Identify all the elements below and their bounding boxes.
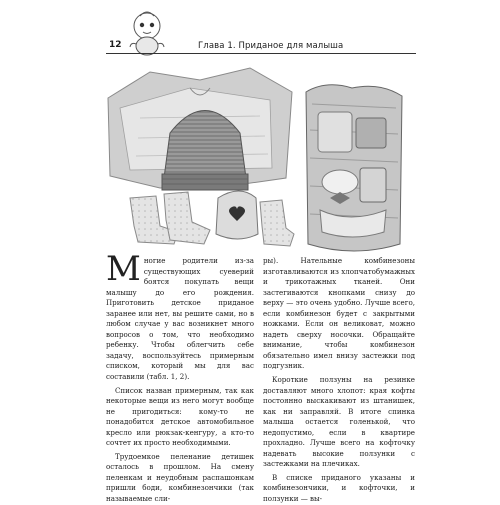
baby-clothes-photo-icon bbox=[100, 58, 296, 248]
drop-cap: М bbox=[106, 249, 141, 289]
page-number: 12 bbox=[109, 40, 122, 50]
paragraph: ры). Нательные комбинезоны изготавливаются из хлопчатобумажных и трикотажных тканей. Они застегиваются кнопками снизу до верху — это очень удобно. Лучше всего, если комбинезон будет с закрытыми ножками. Если он великоват, можно надеть сверху носочки. Обращайте внимание, чтобы комбинезон обязательно имел внизу застежки под подгузник. bbox=[263, 256, 415, 371]
paragraph: Список назван примерным, так как некоторые вещи из него могут вообще не пригодиться: кому-то не понадобится детское автомобильное кресло или рюкзак-кенгуру, а кто-то сочтет их просто необходимыми. bbox=[106, 385, 254, 448]
packed-diapers-photo-icon bbox=[300, 82, 406, 254]
paragraph-text: ногие родители из-за существующих суеверий боятся покупать вещи малышу до его рождения. Приготовить детское приданое заранее или нет, вы решите сами, но в любом случае у вас возникнет много вопросов о том, что необходимо ребенку. Чтобы облегчить себе задачу, воспользуйтесь примерным списком, который мы для вас составили (табл. 1, 2). bbox=[106, 256, 254, 382]
paragraph: Короткие ползуны на резинке доставляют много хлопот: края кофты постоянно выскакивают из штанишек, как ни заправляй. В итоге спинка малыша остается голенькой, что недопустимо, если в квартире прохладно. Лучше всего на кофточку надевать высокие ползунки с застежками на плечиках. bbox=[263, 375, 415, 469]
paragraph bbox=[106, 249, 254, 383]
paragraph: В списке приданого указаны и комбинезончики, и кофточки, и ползунки — вы- bbox=[263, 472, 415, 504]
baby-mascot-icon bbox=[124, 8, 170, 58]
text-column-right bbox=[263, 256, 415, 505]
header-rule bbox=[106, 53, 416, 54]
chapter-title: Глава 1. Приданое для малыша bbox=[198, 41, 344, 51]
text-column-left bbox=[106, 249, 254, 505]
paragraph: Трудоемкое пеленание детишек осталось в прошлом. На смену пеленкам и неудобным распашонкам пришли боди, комбинезончики (так называемые сли- bbox=[106, 451, 254, 504]
